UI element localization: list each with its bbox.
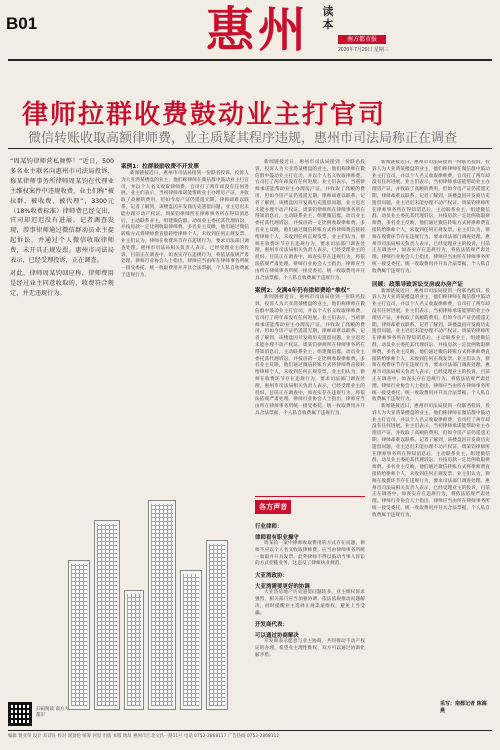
masthead (0, 0, 500, 58)
footer-credits: 编辑 黄亚荣 设计 邓诗钰 校对 谢劲松 统筹 何思 出版 本版 地址 惠州市江北文昌一路11号 电话 0752-2868117 广告热线 0752-2868112 (8, 734, 280, 739)
body-text: 新闻链接近日，惠州市司法局接到一份联名投诉，投诉人为大亚湾某楼盘的业主，他们称律师在微信群中鼓动业主打官司，并以个人名义收取律师费，官司打了两年却没有任何进展。业主们表示，当初律师承诺能帮助业主办理房产证，并收取了高额的费用，但如今房产证仍遥遥无期，律师却难以联系。记者了解到，该楼盘因开发商历史遗留问题，业主迟迟未能办理不动产权证。周某钧律师所在律师事务所在得知消息后，主动联系业主，组建微信群，动员业主委托其代理诉讼，并按房款一定比例收取律师费。多名业主反映，他们通过微信转账方式将律师费直接转给律师个人，未收到任何正规发票。业主们认为，律师在收费环节存在违规行为，要求司法部门调查处理。惠州市司法局相关负责人表示，已经受理业主的投诉，目前正在调查中，如查实存在违规行为，将依法依规严肃处理。律师行业协会人士指出，律师应当由所在律师事务所统一接受委托、统一收取费用并开具合法票据，个人私自收费属于违规行为。 (372, 288, 490, 403)
building-illustration (62, 480, 232, 710)
sidebar-item-subheading: 律师看有职业操守 (255, 535, 299, 541)
qr-label: 扫码阅读 南方大都市 (36, 707, 69, 718)
sidebar-title: 各方声音 (255, 500, 291, 514)
case2-heading: 案例2：交满4年仍有律师费给“维权” (255, 288, 351, 295)
body-text: 新闻链接近日，惠州市司法局接到一份联名投诉，投诉人为大亚湾某楼盘的业主，他们称律师在微信群中鼓动业主打官司，并以个人名义收取律师费，官司打了两年却没有任何进展。业主们表示，当初律师承诺能帮助业主办理房产证，并收取了高额的费用，但如今房产证仍遥遥无期，律师却难以联系。记者了解到，该楼盘因开发商历史遗留问题，业主迟迟未能办理不动产权证。周某钧律师所在律师事务所在得知消息后，主动联系业主，组建微信群，动员业主委托其代理诉讼，并按房款一定比例收取律师费。多名业主反映，他们通过微信转账方式将律师费直接转给律师个人，未收到任何正规发票。业主们认为，律师在收费环节存在违规行为，要求司法部门调查处理。惠州市司法局相关负责人表示，已经受理业主的投诉，目前正在调查中，如查实存在违规行为，将依法依规严肃处理。律师行业协会人士指出，律师应当由所在律师事务所统一接受委托、统一收取费用并开具合法票据，个人私自收费属于违规行为。 (121, 171, 249, 278)
sidebar-item-body: 周某钧一案中律师收取费用的方式存在问题，律师不应以个人名义收取律师费，应当由律师事务所统一收取并开具发票。此外律师不得以鼓动当事人诉讼的方式招揽业务，这违反了律师执业规范。 (255, 541, 365, 567)
body-text: 新闻链接近日，惠州市司法局接到一份联名投诉，投诉人为大亚湾某楼盘的业主，他们称律师在微信群中鼓动业主打官司，并以个人名义收取律师费，官司打了两年却没有任何进展。业主们表示，当初律师承诺能帮助业主办理房产证，并收取了高额的费用，但如今房产证仍遥遥无期，律师却难以联系。记者了解到，该楼盘因开发商历史遗留问题，业主迟迟未能办理不动产权证。周某钧律师所在律师事务所在得知消息后，主动联系业主，组建微信群，动员业主委托其代理诉讼，并按房款一定比例收取律师费。多名业主反映，他们通过微信转账方式将律师费直接转给律师个人，未收到任何正规发票。业主们认为，律师在收费环节存在违规行为，要求司法部门调查处理。惠州市司法局相关负责人表示，已经受理业主的投诉，目前正在调查中，如查实存在违规行为，将依法依规严肃处理。律师行业协会人士指出，律师应当由所在律师事务所统一接受委托、统一收取费用并开具合法票据，个人私自收费属于违规行为。 (255, 160, 365, 281)
body-text: 新闻链接近日，惠州市司法局接到一份联名投诉，投诉人为大亚湾某楼盘的业主，他们称律师在微信群中鼓动业主打官司，并以个人名义收取律师费，官司打了两年却没有任何进展。业主们表示，当初律师承诺能帮助业主办理房产证，并收取了高额的费用，但如今房产证仍遥遥无期，律师却难以联系。记者了解到，该楼盘因开发商历史遗留问题，业主迟迟未能办理不动产权证。周某钧律师所在律师事务所在得知消息后，主动联系业主，组建微信群，动员业主委托其代理诉讼，并按房款一定比例收取律师费。多名业主反映，他们通过微信转账方式将律师费直接转给律师个人，未收到任何正规发票。业主们认为，律师在收费环节存在违规行为，要求司法部门调查处理。惠州市司法局相关负责人表示，已经受理业主的投诉，目前正在调查中，如查实存在违规行为，将依法依规严肃处理。律师行业协会人士指出，律师应当由所在律师事务所统一接受委托、统一收取费用并开具合法票据，个人私自收费属于违规行为。 (372, 160, 490, 274)
page-number: B01 (6, 14, 38, 33)
lead-column (10, 157, 114, 299)
footer-rule (8, 730, 492, 731)
body-text: 新闻链接近日，惠州市司法局接到一份联名投诉，投诉人为大亚湾某楼盘的业主，他们称律师在微信群中鼓动业主打官司，并以个人名义收取律师费，官司打了两年却没有任何进展。业主们表示，当初律师承诺能帮助业主办理房产证，并收取了高额的费用，但如今房产证仍遥遥无期，律师却难以联系。记者了解到，该楼盘因开发商历史遗留问题，业主迟迟未能办理不动产权证。周某钧律师所在律师事务所在得知消息后，主动联系业主，组建微信群，动员业主委托其代理诉讼，并按房款一定比例收取律师费。多名业主反映，他们通过微信转账方式将律师费直接转给律师个人，未收到任何正规发票。业主们认为，律师在收费环节存在违规行为，要求司法部门调查处理。惠州市司法局相关负责人表示，已经受理业主的投诉，目前正在调查中，如查实存在违规行为，将依法依规严肃处理。律师行业协会人士指出，律师应当由所在律师事务所统一接受委托、统一收取费用并开具合法票据，个人私自收费属于违规行为。 (255, 295, 365, 416)
sidebar-item-subheading: 可以通过协商解决 (255, 633, 299, 640)
case1-heading: 案例1：拉群鼓励收费不开发票 (121, 164, 200, 170)
sidebar-item-heading: 开发商代表： (255, 622, 288, 629)
masthead-rule (8, 59, 492, 61)
article-column-3 (255, 160, 365, 418)
paper-slogan: 南方都市报 (338, 35, 386, 44)
review-heading: 回顾：政策导致诉讼交房或办房产证 (372, 281, 464, 288)
paper-name: 惠州 (206, 2, 311, 58)
headline: 律师拉群收费鼓动业主打官司 (22, 100, 387, 130)
sidebar-item-body: 大亚湾房地产历史遗留问题较多，业主维权诉求强烈，相关部门应当加强协调，依法依规推动问题解决，同时提醒业主选择正规渠道维权，避免上当受骗。 (255, 590, 365, 616)
body-text: 新闻链接近日，惠州市司法局接到一份联名投诉，投诉人为大亚湾某楼盘的业主，他们称律师在微信群中鼓动业主打官司，并以个人名义收取律师费，官司打了两年却没有任何进展。业主们表示，当初律师承诺能帮助业主办理房产证，并收取了高额的费用，但如今房产证仍遥遥无期，律师却难以联系。记者了解到，该楼盘因开发商历史遗留问题，业主迟迟未能办理不动产权证。周某钧律师所在律师事务所在得知消息后，主动联系业主，组建微信群，动员业主委托其代理诉讼，并按房款一定比例收取律师费。多名业主反映，他们通过微信转账方式将律师费直接转给律师个人，未收到任何正规发票。业主们认为，律师在收费环节存在违规行为，要求司法部门调查处理。惠州市司法局相关负责人表示，已经受理业主的投诉，目前正在调查中，如查实存在违规行为，将依法依规严肃处理。律师行业协会人士指出，律师应当由所在律师事务所统一接受委托、统一收取费用并开具合法票据，个人私自收费属于违规行为。 (372, 404, 490, 518)
section-name: 读本 (322, 5, 334, 31)
issue-date: 2020年7月29日 星期三 (338, 47, 389, 53)
sidebar-item-subheading: 大亚湾需要更好的协调 (255, 584, 310, 591)
lead-ending: 对此，律师周某钧回应称，律师费用是经过业主同意收取的，收费符合规定，并无违规行为。 (10, 269, 114, 297)
sidebar-item-heading: 大亚湾政协： (255, 573, 288, 580)
article-column-2 (121, 160, 249, 280)
byline: 采写：南都记者 陈海燕 (440, 700, 490, 714)
qr-code[interactable] (8, 702, 32, 726)
article-column-4 (372, 160, 490, 725)
sidebar-item-body: 开发商表示愿意与业主协商，共同推动不动产权证的办理，希望业主理性维权，双方可以通过协商化解矛盾。 (255, 639, 365, 658)
subheadline: 微信转账收取高额律师费，业主质疑其程序违规，惠州市司法局称正在调查 (28, 131, 458, 146)
lead-paragraph: “周某钧律师营私舞弊！”近日，500多名业主联名向惠州市司法局投诉，称某律师事务所律师周某钧在代理业主维权案件中违规收费，业主们称“被拉群、被收费、被代理”，3300元（18%收费标准）律师费已经交出，官司却迟迟没有进展。记者调查发现，涉事律师通过微信群动员业主提起诉讼，并通过个人微信收取律师费，未开具正规发票。惠州市司法局表示，已经受理投诉，正在调查。 (10, 158, 114, 265)
headline-rule (8, 148, 492, 149)
sidebar-box (255, 496, 365, 728)
sidebar-item-heading: 行业律师： (255, 524, 283, 530)
